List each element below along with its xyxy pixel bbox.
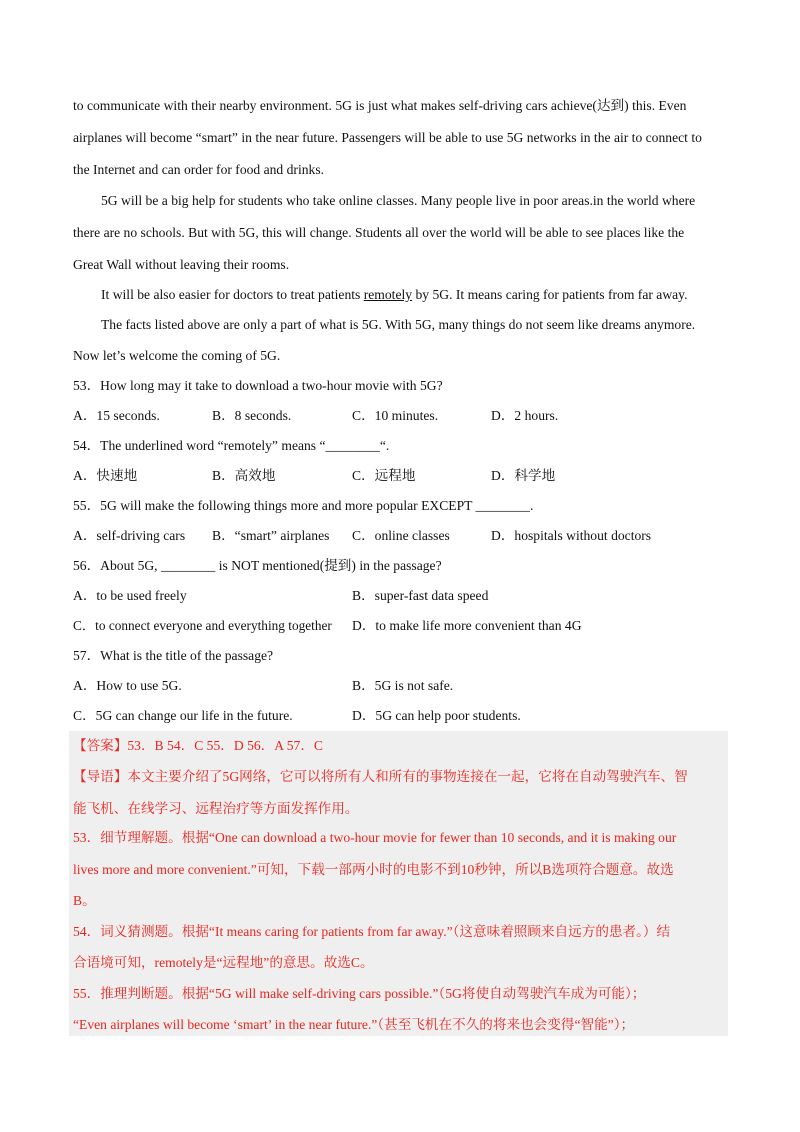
answer-line: 53．细节理解题。根据“One can download a two-hour movie for fewer than 10 seconds, and it is making our bbox=[73, 830, 677, 845]
passage-line: to communicate with their nearby environment. 5G is just what makes self-driving cars achieve(达到) this. Even bbox=[73, 98, 687, 113]
option-b: B．高效地 bbox=[212, 468, 276, 483]
answer-line: 55．推理判断题。根据“5G will make self-driving cars possible.”（5G将使自动驾驶汽车成为可能）； bbox=[73, 986, 646, 1001]
passage-line: 5G will be a big help for students who take online classes. Many people live in poor areas.in the world where bbox=[101, 193, 696, 208]
option-c: C．远程地 bbox=[352, 468, 416, 483]
option-d: D．科学地 bbox=[491, 468, 556, 483]
answer-line: B。 bbox=[73, 893, 96, 908]
option-a: A．How to use 5G. bbox=[73, 678, 182, 693]
option-c: C．5G can change our life in the future. bbox=[73, 708, 293, 723]
option-d: D．hospitals without doctors bbox=[491, 528, 652, 543]
option-a: A．self-driving cars bbox=[73, 528, 186, 543]
answer-line: “Even airplanes will become ‘smart’ in the near future.”（甚至飞机在不久的将来也会变得“智能”）； bbox=[73, 1017, 635, 1032]
answer-line: 54．词义猜测题。根据“It means caring for patients from far away.”（这意味着照顾来自远方的患者。）结 bbox=[73, 924, 671, 939]
question-stem: 55．5G will make the following things more and more popular EXCEPT ________. bbox=[73, 498, 534, 513]
underlined-word: remotely bbox=[363, 287, 413, 302]
passage-line: there are no schools. But with 5G, this will change. Students all over the world will be able to see places like the bbox=[73, 225, 685, 240]
option-c: C．online classes bbox=[352, 528, 450, 543]
passage-line: Great Wall without leaving their rooms. bbox=[73, 257, 290, 272]
answer-key: 【答案】53．B 54．C 55．D 56．A 57．C bbox=[73, 738, 323, 753]
answer-line: 合语境可知，remotely是“远程地”的意思。故选C。 bbox=[73, 955, 374, 970]
passage-line: airplanes will become “smart” in the near future. Passengers will be able to use 5G networks in the air to connect to bbox=[73, 130, 702, 145]
answer-line: lives more and more convenient.”可知，下载一部两小时的电影不到10秒钟，所以B选项符合题意。故选 bbox=[73, 862, 674, 877]
question-stem: 57．What is the title of the passage? bbox=[73, 648, 274, 663]
passage-text: by 5G. It means caring for patients from far away. bbox=[412, 287, 688, 302]
passage-line bbox=[101, 286, 688, 304]
option-d: D．2 hours. bbox=[491, 408, 559, 423]
passage-text: It will be also easier for doctors to treat patients bbox=[101, 287, 364, 302]
option-b: B．5G is not safe. bbox=[352, 678, 454, 693]
option-b: B．super-fast data speed bbox=[352, 588, 489, 603]
question-stem: 53．How long may it take to download a two-hour movie with 5G? bbox=[73, 378, 443, 393]
answer-line: 【导语】本文主要介绍了5G网络，它可以将所有人和所有的事物连接在一起，它将在自动驾驶汽车、智 bbox=[73, 769, 688, 784]
passage-line: Now let’s welcome the coming of 5G. bbox=[73, 348, 281, 363]
option-c: C．to connect everyone and everything together bbox=[73, 618, 332, 633]
passage-line: The facts listed above are only a part of what is 5G. With 5G, many things do not seem like dreams anymore. bbox=[101, 317, 696, 332]
option-c: C．10 minutes. bbox=[352, 408, 439, 423]
option-a: A．快速地 bbox=[73, 468, 138, 483]
passage-line: the Internet and can order for food and drinks. bbox=[73, 162, 325, 177]
question-stem: 56．About 5G, ________ is NOT mentioned(提到) in the passage? bbox=[73, 558, 442, 573]
option-d: D．to make life more convenient than 4G bbox=[352, 618, 582, 633]
option-a: A．15 seconds. bbox=[73, 408, 160, 423]
option-b: B．“smart” airplanes bbox=[212, 528, 330, 543]
question-stem: 54．The underlined word “remotely” means “________“. bbox=[73, 438, 390, 453]
answer-line: 能飞机、在线学习、远程治疗等方面发挥作用。 bbox=[73, 801, 359, 816]
option-a: A．to be used freely bbox=[73, 588, 187, 603]
option-d: D．5G can help poor students. bbox=[352, 708, 521, 723]
option-b: B．8 seconds. bbox=[212, 408, 292, 423]
